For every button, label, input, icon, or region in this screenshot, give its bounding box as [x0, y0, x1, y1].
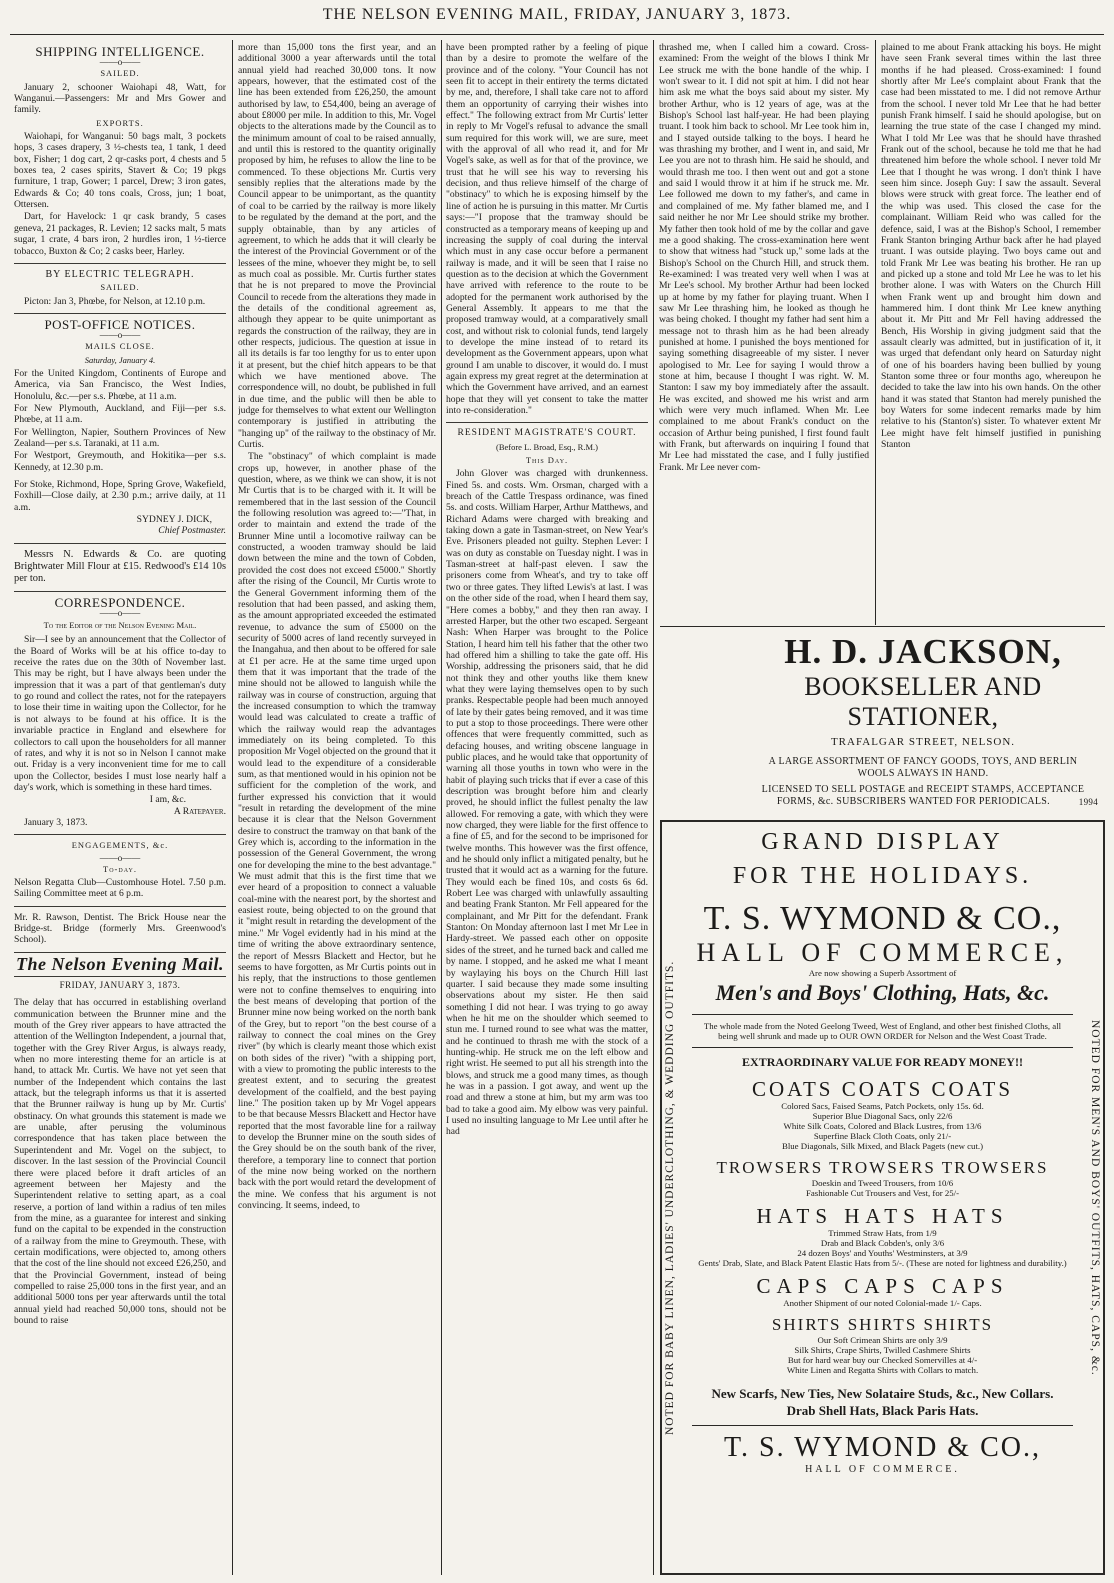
mails-day: Saturday, January 4.	[84, 354, 156, 365]
for-holidays: FOR THE HOLIDAYS.	[732, 863, 1033, 889]
exports-text: Waiohapi, for Wanganui: 50 bags malt, 3 pockets hops, 3 cases drapery, 3 ½-chests tea, 1 tank, 1 deed box, Fisher; 1 dog cart, 2 qr-casks port, 4 chests and 5 boxes tea, 2 cases spirits, Stavert & Co; 19 pkgs furniture, 1 trap, Gower; 1 parcel, Drew; 3 iron gates, Edwards & Co; 40 tons coals, Cross, jun; 1 boat, Ottersen.	[14, 131, 226, 211]
side-text-right: NOTED FOR MEN'S AND BOYS' OUTFITS, HATS, CAPS, &c.	[1089, 1020, 1101, 1376]
footer-name: T. S. WYMOND & CO.,	[724, 1432, 1041, 1463]
separator	[14, 906, 226, 907]
hall-of-commerce: HALL OF COMMERCE,	[696, 938, 1069, 967]
jackson-line: LICENSED TO SELL POSTAGE and RECEIPT STAMPS, ACCEPTANCE	[761, 784, 1085, 795]
jackson-line	[748, 796, 1098, 808]
correspondence-iam: I am, &c.	[149, 794, 186, 806]
correspondence-title: CORRESPONDENCE.	[54, 594, 186, 610]
sailed-heading: SAILED.	[100, 68, 140, 79]
court-title: RESIDENT MAGISTRATE'S COURT.	[457, 428, 637, 439]
hats-heading: HATS HATS HATS	[756, 1204, 1009, 1228]
mail-item: For New Plymouth, Auckland, and Fiji—per s.s. Phœbe, at 11 a.m.	[14, 402, 226, 426]
shirts-detail: But for hard wear buy our Checked Somervilles at 4/-	[787, 1355, 978, 1365]
trowsers-detail: Fashionable Cut Trousers and Vest, for 25/-	[805, 1188, 960, 1198]
divider	[692, 1014, 1073, 1015]
court-day: This Day.	[525, 455, 569, 466]
whole-made-text: The whole made from the Noted Geelong Tweed, West of England, and other best finished Cloths, all being well shrunk and made up to OUR OWN ORDER for Nelson and the West Coast Trade.	[703, 1021, 1062, 1041]
column-1	[14, 42, 226, 1577]
showing-text: Are now showing a Superb Assortment of	[808, 968, 957, 978]
shirts-detail: Silk Shirts, Crape Shirts, Twilled Cashmere Shirts	[794, 1345, 971, 1355]
column-rule	[875, 40, 876, 625]
court-before: (Before L. Broad, Esq., R.M.)	[496, 441, 598, 452]
rawson-dentist-ad: Mr. R. Rawson, Dentist. The Brick House near the Bridge-st. Bridge (formerly Mrs. Greenwood's School).	[14, 911, 226, 946]
engagements-today: To-day.	[103, 863, 137, 874]
coats-detail: Superfine Black Cloth Coats, only 21/-	[813, 1131, 952, 1141]
editorial-end: have been prompted rather by a feeling of pique than by a desire to promote the welfare of the province and of the colony. "Your Council has not seen fit to accept in their entirety the terms dictated by me, and, therefore, I shall take care not to afford them an opportunity of carrying their wishes into effect." The following extract from Mr Curtis' letter in reply to Mr Vogel's refusal to advance the small sum required for this work will, we are sure, meet with the approval of all who read it, and for Mr Vogel's sake, as well as for that of the province, we trust that he will see his way to reversing his decision, and thus relieve himself of the charge of "obstinacy" to which he is exposing himself by the line of action he is pursuing in this matter. Mr Curtis says:—"I propose that the tramway should be constructed as a temporary means of keeping up and increasing the supply of coal during the interval which must in any case occur before a permanent railway is made, and it will be seen that I raise no question as to the decision at which the Government have arrived with reference to the route to be adopted for the permanent work authorised by the General Assembly. It appears to me that the proposed tramway would, at a comparatively small cost, and without risk to colonial funds, tend largely to develope the mine instead of to retard its development as the Government appears, upon what ground I am unable to discover, it would do. I must again express my great regret at the determination at which the Government have arrived, and an earnest hope that they will yet consent to take the matter into re-consideration."	[446, 42, 648, 416]
clothing-heading: Men's and Boys' Clothing, Hats, &c.	[715, 980, 1050, 1005]
column-2	[238, 42, 436, 1577]
separator	[14, 952, 226, 953]
correspondence-to: To the Editor of the Nelson Evening Mail.	[43, 620, 197, 631]
picton-text: Picton: Jan 3, Phœbe, for Nelson, at 12.10 p.m.	[24, 295, 206, 307]
editorial-obstinacy: The "obstinacy" of which complaint is made crops up, however, in another phase of the question, where, as we think we can show, it is not Mr Curtis that is to be charged with it. It will be remembered that in the last session of the Council the following resolution was agreed to:—"That, in order to maintain and extend the trade of the Brunner Mine until a locomotive railway can be constructed, a wooden tramway should be laid down between the mine and the town of Cobden, provided the cost does not exceed £5000." Shortly after the rising of the Council, Mr Curtis wrote to the General Government informing them of the resolution that had been passed, and asking them, as the amount appropriated exceeded the estimated revenue, to advance the sum of £5000 on the security of 5000 acres of land recently surveyed in the Inangahua, and then about to be offered for sale at £1 per acre. He at the same time urged upon them that it was important that the trade of the mine should not be allowed to languish while the railway was in course of construction, arguing that the increased consumption to which the tramway would lead was calculated to create a traffic of which the railway would reap the advantages immediately on its being completed. To this proposition Mr Vogel objected on the ground that it would lead to the expenditure of a considerable sum, as that mentioned would in his opinion not be sufficient for the completion of the work, and further expressed his conviction that it would "result in retarding the development of the mine because it is clear that the Nelson Government desire to construct the tramway on that bank of the Grey which is, according to the information in the possession of the General Government, the wrong one for developing the mine to the best advantage." We must admit that this is the first time that we ever heard of a proposition to connect a valuable coal-mine with the nearest port, by the shortest and easiest route, being objected to on the ground that it "might result in retarding the development of the mine." Mr Vogel evidently had in his mind at the time of writing the above extraordinary sentence, the report of Messrs Blackett and Hector, but he seems to have forgotten, as Mr Curtis points out in his reply, that the instructions to those gentlemen were not to confine themselves to enquiring into the best means of developing that portion of the Brunner mine now being worked on the north bank of the Grey, but to report "on the best course of a railway to connect the coal mines on the Grey river" (by which is clearly meant those which exist on both sides of the river) "with a shipping port, with a view to promoting the public interests to the greatest extent, and to securing the greatest development of the coalfield, and the best paying line." The position taken up by Mr Vogel appears to be that because Messrs Blackett and Hector have reported that the most favorable line for a railway to develop the Brunner mine on the south sides of the Grey should be on the south bank of the river, therefore, a temporary line to connect that portion of the mine now being worked on the northern back with the port would retard the development of the mine. We confess that his argument is not convincing. It seems, indeed, to	[238, 451, 436, 1212]
coats-detail: Blue Diagonals, Silk Mixed, and Black Pagets (new cut.)	[781, 1141, 984, 1151]
ornament: ——o——	[99, 852, 141, 863]
separator	[14, 976, 226, 977]
column-rule	[441, 40, 442, 1575]
jackson-advertisement	[748, 630, 1098, 815]
separator	[14, 313, 226, 314]
trowsers-detail: Doeskin and Tweed Trousers, from 10/6	[811, 1178, 954, 1188]
postmaster-name: SYDNEY J. DICK,	[136, 514, 212, 526]
jackson-name: H. D. JACKSON,	[784, 632, 1062, 671]
divider	[692, 1047, 1073, 1048]
tele-sailed: SAILED.	[100, 282, 140, 293]
ornament: ——o——	[99, 57, 141, 68]
shipping-title: SHIPPING INTELLIGENCE.	[35, 44, 205, 59]
coats-detail: White Silk Coats, Colored and Black Lustres, from 13/6	[783, 1121, 982, 1131]
ornament: ——o——	[99, 608, 141, 619]
column-4	[659, 42, 869, 627]
separator	[14, 834, 226, 835]
mail-item: For Wellington, Napier, Southern Provinces of New Zealand—per s.s. Taranaki, at 11 a.m.	[14, 426, 226, 449]
wymond-content	[688, 822, 1077, 1475]
column-rule	[232, 40, 233, 1575]
column-rule	[653, 40, 654, 1575]
engagements-title: ENGAGEMENTS, &c.	[71, 840, 169, 851]
separator	[446, 422, 648, 423]
trowsers-heading: TROWSERS TROWSERS TROWSERS	[716, 1158, 1049, 1177]
jackson-line: A LARGE ASSORTMENT OF FANCY GOODS, TOYS, AND BERLIN	[768, 756, 1078, 767]
postmaster-title: Chief Postmaster.	[158, 525, 226, 537]
post-office-title: POST-OFFICE NOTICES.	[44, 316, 196, 332]
court-report-end: plained to me about Frank attacking his boys. He might have seen Frank several times within the last three months if he had pleased. Cross-examined: I found shortly after Mr Lee's complaint about Frank that the case had been misstated to me. I did not remove Arthur from the school. I never told Mr Lee that he had better punish Frank himself. I said he should apologise, but on learning the true state of the case I changed my mind. What I told Mr Lee was that he should have thrashed Frank out of the school, because he told me that he had threatened him before the whole school. I never told Mr Lee that I thought he was wrong. I don't think I have seen him since. Joseph Guy: I saw the assault. Several blows were struck with great force. The leather end of the whip was used. This closed the case for the complainant. William Reid who was called for the defence, said, I was at the Bishop's School, I remember Frank Stanton bringing Arthur back after he had played truant. I was outside playing. Two boys came out and told Frank Mr Lee was beating his brother. He ran up and picked up a stone and told Mr Lee he was to let his brother alone. I was with Waters on the Church Hill when Frank went up and brought him down and hammered him. I dont think Mr Lee knew anything about it. Mr Pitt and Mr Fell having addressed the Bench, His Worship in giving judgment said that the assault clearly was admitted, but in justification of it, it was urged that defendant only heard on Saturday night of one of his boarders having been bullied by young Stanton some three or four months ago, whereupon he decided to take the law into his own hands. On the other hand it was stated that Stanton had merely punished the boy Waters for some indecent remarks made by him relative to his (Stanton's) sister. To whatever extent Mr Lee might have felt himself justified in punishing Stanton	[881, 42, 1101, 451]
separator	[14, 263, 226, 264]
mail-item: For the United Kingdom, Continents of Europe and America, via San Francisco, the West Indies, Honolulu, &c.—per s.s. Phœbe, at 11 a.m.	[14, 367, 226, 402]
correspondence-sign: A Ratepayer.	[173, 805, 226, 817]
side-text-left: NOTED FOR BABY LINEN, LADIES' UNDERCLOTHING, & WEDDING OUTFITS.	[664, 960, 676, 1436]
hats-detail: Trimmed Straw Hats, from 1/9	[828, 1228, 937, 1238]
jackson-street: TRAFALGAR STREET, NELSON.	[830, 736, 1016, 748]
value-heading: EXTRAORDINARY VALUE FOR READY MONEY!!	[742, 1055, 1023, 1069]
mail-item: For Westport, Greymouth, and Hokitika—per s.s. Kennedy, at 12.30 p.m.	[14, 450, 226, 473]
jackson-line: WOOLS ALWAYS IN HAND.	[857, 768, 989, 779]
editorial-start: The delay that has occurred in establishing overland communication between the Brunner mine and the mouth of the Grey river appears to have attracted the attention of the Wellington Independent, a journal that, together with the Grey River Argus, is always ready, when no more interesting theme for an article is at hand, to attack Mr. Curtis. We have not yet seen that number of the Independent which contains the last attack, but the telegraph informs us that it is asserted that the Brunner railway is hung up by Mr. Curtis' obstinacy. On what grounds this statement is made we are unable, after perusing the voluminous correspondence that has taken place between the Superintendent and Mr. Vogel on the subject, to discover. In the last session of the Provincial Council there were placed before it draft articles of an agreement between her Majesty and the Superintendent relative to setting apart, as a coal reserve, a portion of land within a radius of ten miles from the mine, as a guarantee for interest and sinking fund on the capital to be expended in the construction of a railway from the mine to Greymouth. These, with certain modifications, were objected to, among others that the cost of the line should not exceed £26,250, and that the Provincial Government, instead of being compelled to raise 25,000 tons in the first year, and an additional 5000 tons per year afterwards until the total annual yield had reached 50,000 tons, should not be bound to raise	[14, 997, 226, 1326]
ornament: ——o——	[99, 330, 141, 341]
hats-detail: Drab and Black Cobden's, only 3/6	[820, 1238, 945, 1248]
coats-detail: Colored Sacs, Faised Seams, Patch Pockets, only 15s. 6d.	[781, 1101, 984, 1111]
havelock-text: Dart, for Havelock: 1 qr cask brandy, 5 cases geneva, 21 packages, R. Levien; 12 sacks malt, 5 mats sugar, 1 crate, 4 bars iron, 2 hurdles iron, 1 ½-tierce tobacco, Buxton & Co; 2 casks beer, Harley.	[14, 211, 226, 257]
shirts-detail: White Linen and Regatta Shirts with Collars to match.	[786, 1365, 979, 1375]
footer-hall: HALL OF COMMERCE.	[805, 1464, 960, 1475]
divider	[692, 1425, 1073, 1426]
column-3	[446, 42, 648, 1577]
correspondence-date: January 3, 1873.	[24, 816, 88, 828]
jackson-ad-number: 1994	[1078, 797, 1098, 807]
mails-close: MAILS CLOSE.	[85, 341, 155, 352]
wymond-advertisement	[660, 820, 1105, 1575]
paper-date: FRIDAY, JANUARY 3, 1873.	[59, 980, 181, 990]
coats-detail: Superior Blue Diagonal Sacs, only 22/6	[812, 1111, 953, 1121]
flour-notice: Messrs N. Edwards & Co. are quoting Brightwater Mill Flour at £15. Redwood's £14 10s per ton.	[14, 548, 226, 584]
caps-detail: Another Shipment of our noted Colonial-made 1/- Caps.	[783, 1298, 982, 1308]
editorial-continued: more than 15,000 tons the first year, and an additional 3000 a year afterwards until the total annual yield had reached 30,000 tons. It now appears, however, that the estimated cost of the line has been extended from £26,250, the amount authorised by law, to £54,400, being an average of about £8000 per mile. In addition to this, Mr. Vogel objects to the alterations made by the Council as to the minimum amount of coal to be raised annually, and until this is restored to the quantity originally proposed by him, he refuses to allow the line to be commenced. To these objections Mr. Curtis very sensibly replies that the alterations made by the Council appear to be unimportant, as the quantity of coal to be carried by the railway is more likely to be regulated by the demand at the port, and the supply obtainable, than by any articles of agreement, to which he adds that it will clearly be the interest of the Provincial Government or of the lessees of the mine, whoever they might be, to sell as much coal as possible. Mr. Curtis further states that he is not prepared to move the Provincial Council to recede from the alterations they made in the details of the conditional agreement as, although they appear to be quite unimportant as regards the construction of the railway, they are in other respects, judicious. The question at issue in all its details is far too lengthy for us to enter upon it at present, but the chief hitch appears to be that which we have mentioned above. The correspondence will, no doubt, be published in full in due time, and the public will then be able to judge for themselves to what extent our Wellington contemporary is justified in attributing the "hanging up" of the railway to the obstinacy of Mr. Curtis.	[238, 42, 436, 451]
hats-detail: Gents' Drab, Slate, and Black Patent Elastic Hats from 5/-. (These are noted for lightness and durability.)	[698, 1258, 1067, 1268]
column-5	[881, 42, 1101, 627]
telegraph-title: BY ELECTRIC TELEGRAPH.	[45, 268, 195, 280]
masthead-rule	[10, 34, 1104, 35]
separator	[14, 543, 226, 544]
sailed-text: January 2, schooner Waiohapi 48, Watt, for Wanganui.—Passengers: Mr and Mrs Gower and family.	[14, 81, 226, 116]
shirts-heading: SHIRTS SHIRTS SHIRTS	[771, 1315, 994, 1334]
mail-item: For Stoke, Richmond, Hope, Spring Grove, Wakefield, Foxhill—Close daily, at 2.30 p.m.; arrive daily, at 11 a.m.	[14, 479, 226, 513]
separator	[14, 591, 226, 592]
exports-heading: EXPORTS.	[96, 117, 144, 128]
court-report: John Glover was charged with drunkenness. Fined 5s. and costs. Wm. Orsman, charged with a breach of the Cattle Trespass ordinance, was fined 5s. and costs. William Harper, Arthur Matthews, and Richard Adams were charged with breaking and taking down a gate in Tasman-street, on New Year's Eve. Prisoners pleaded not guilty. Stephen Lever: I was on duty as constable on Tuesday night. I was in Tasman-street at half-past eleven. I saw the prisoners come from Wheat's, and try to take off two or three gates. They lifted Lewis's at last. I was on the other side of the road, when I heard them say, "Here comes a bobby," and they then ran away. I arrested Harper, but the other two escaped. Sergeant Nash: When Harper was brought to the Police Station, I heard him tell his father that the other two had offered him a shilling to take the gate off. His Worship, addressing the prisoners said, that he did not think they and other youths like them knew what they were laying themselves open to by such pranks. Respectable people had been much annoyed of late by their gates being removed, and it was time to put a stop to those proceedings. There were other offences that were frequently committed, such as defacing houses, and writing obscene language in public places, and he would take that opportunity of warning all those youths in town who were in the habit of playing such tricks that if ever a case of this description was brought before him and clearly proved, he should inflict the fullest penalty the law allowed. For removing a gate, with which they were now charged, they were liable for the first offence to a fine of £5, and for the second to be imprisoned for twelve months. This however was the first offence, and he should only inflict a mitigated penalty, but he trusted that it would act as a warning for the future. They would each be fined 10s, and costs 6s 6d. Robert Lee was charged with unlawfully assaulting and beating Frank Stanton. Mr Fell appeared for the complainant, and Mr Pitt for the defendant. Frank Stanton: On Monday afternoon last I met Mr Lee in Hardy-street. We passed each other on opposite sides of the street, and he turned back and called me by name. I stopped, and he asked me what I meant by waylaying his boys on the Church Hill last quarter. I said because they made some insulting observations about my sister. He then said something I did not hear. I was trying to go away when he hit me on the shoulder which seemed to stun me. I turned round to see what was the matter, and he continued to thrash me with the stock of a hunting-whip. He struck me on the left elbow and right wrist. He seemed to put all his strength into the blows, and struck me a good many times, as though he was in a passion. I got away, and went up the road and threw a stone at him, but my arm was too bad to take a good aim. My elbow was very painful. I used no insulting language to Mr Lee until after he had	[446, 468, 648, 1138]
court-report-continued: thrashed me, when I called him a coward. Cross-examined: From the weight of the blows I think Mr Lee struck me with the bone handle of the whip. I won't swear to it. I did not spit at him. I did not hear him ask me what the boys said about my sister. My brother Arthur, who is 12 years of age, was at the Bishop's School last half-year. He had been playing truant. I took him back to school. Mr Lee took him in, and I stayed outside talking to the boys. I heard he was thrashing my brother, and I went in, and said, Mr Lee you are not to thrash him. He said he should, and would thrash me too. I then went out and got a stone and said I would throw it at him if he struck me. Mr. Lee followed me down to my father's, and came in and complained of me. My father blamed me, and I said neither he nor Mr Lee should strike my brother. My father then took hold of me by the collar and gave me a good shaking. The cross-examination here went to show that witness had "stuck up," some lads at the Bishop's School on the Church Hill, and struck them. Re-examined: I was treated very well when I was at Mr Lee's school. My brother Arthur had been locked up at home by my father for playing truant. When I saw Mr Lee thrashing him, he looked as though he was being choked. I thought my father had sent him a message not to thrash him as he had been already punished at home. I punished the boys mentioned for saying something disagreeable of my sister. I never apologised to Mr. Lee for saying I would throw a stone at him, because I thought I was right. W. M. Stanton: I saw my boy immediately after the assault. He was excited, and showed me his wrist and arm which were very much inflamed. When Mr. Lee complained to me about Frank's conduct on the occasion of Arthur being punished, I first found fault with Frank, but afterwards on inquiring I found that Mr Lee had misstated the case, and I fully justified Frank. Mr Lee never com-	[659, 42, 869, 473]
caps-heading: CAPS CAPS CAPS	[756, 1274, 1009, 1298]
engagements-text: Nelson Regatta Club—Customhouse Hotel. 7.50 p.m. Sailing Committee meet at 6 p.m.	[14, 876, 226, 900]
coats-heading: COATS COATS COATS	[751, 1077, 1014, 1101]
correspondence-body: Sir—I see by an announcement that the Collector of the Board of Works will be at his office to-day to receive the rates due on the 30th of November last. This may be right, but I have always been under the impression that it was a part of that gentleman's duty to go round and collect the rates, not for the ratepayers to lose their time in waiting upon the Collector, for he is not always to be found at his office. It is the invariable practice in England and elsewhere for collectors to call upon the householders for all manner of rates, and why it is not so in Nelson I cannot make out. Friday is a very inconvenient time for me to call upon the Collector, besides I must lose nearly half a day's work, which is something in these hard times.	[14, 634, 226, 793]
hats-detail: 24 dozen Boys' and Youths' Westminsters, at 3/9	[797, 1248, 968, 1258]
page-masthead: THE NELSON EVENING MAIL, FRIDAY, JANUARY 3, 1873.	[322, 6, 792, 23]
scarfs-line: New Scarfs, New Ties, New Solataire Studs, &c., New Collars.	[711, 1386, 1054, 1401]
jackson-trade: BOOKSELLER AND STATIONER,	[804, 672, 1042, 731]
jackson-line-text: FORMS, &c. SUBSCRIBERS WANTED FOR PERIODICALS.	[776, 796, 1050, 807]
grand-display: GRAND DISPLAY	[761, 829, 1004, 855]
shirts-detail: Our Soft Crimean Shirts are only 3/9	[817, 1335, 948, 1345]
drab-hats-line: Drab Shell Hats, Black Paris Hats.	[786, 1403, 979, 1418]
wymond-name: T. S. WYMOND & CO.,	[703, 900, 1062, 937]
paper-name: The Nelson Evening Mail.	[15, 953, 224, 974]
